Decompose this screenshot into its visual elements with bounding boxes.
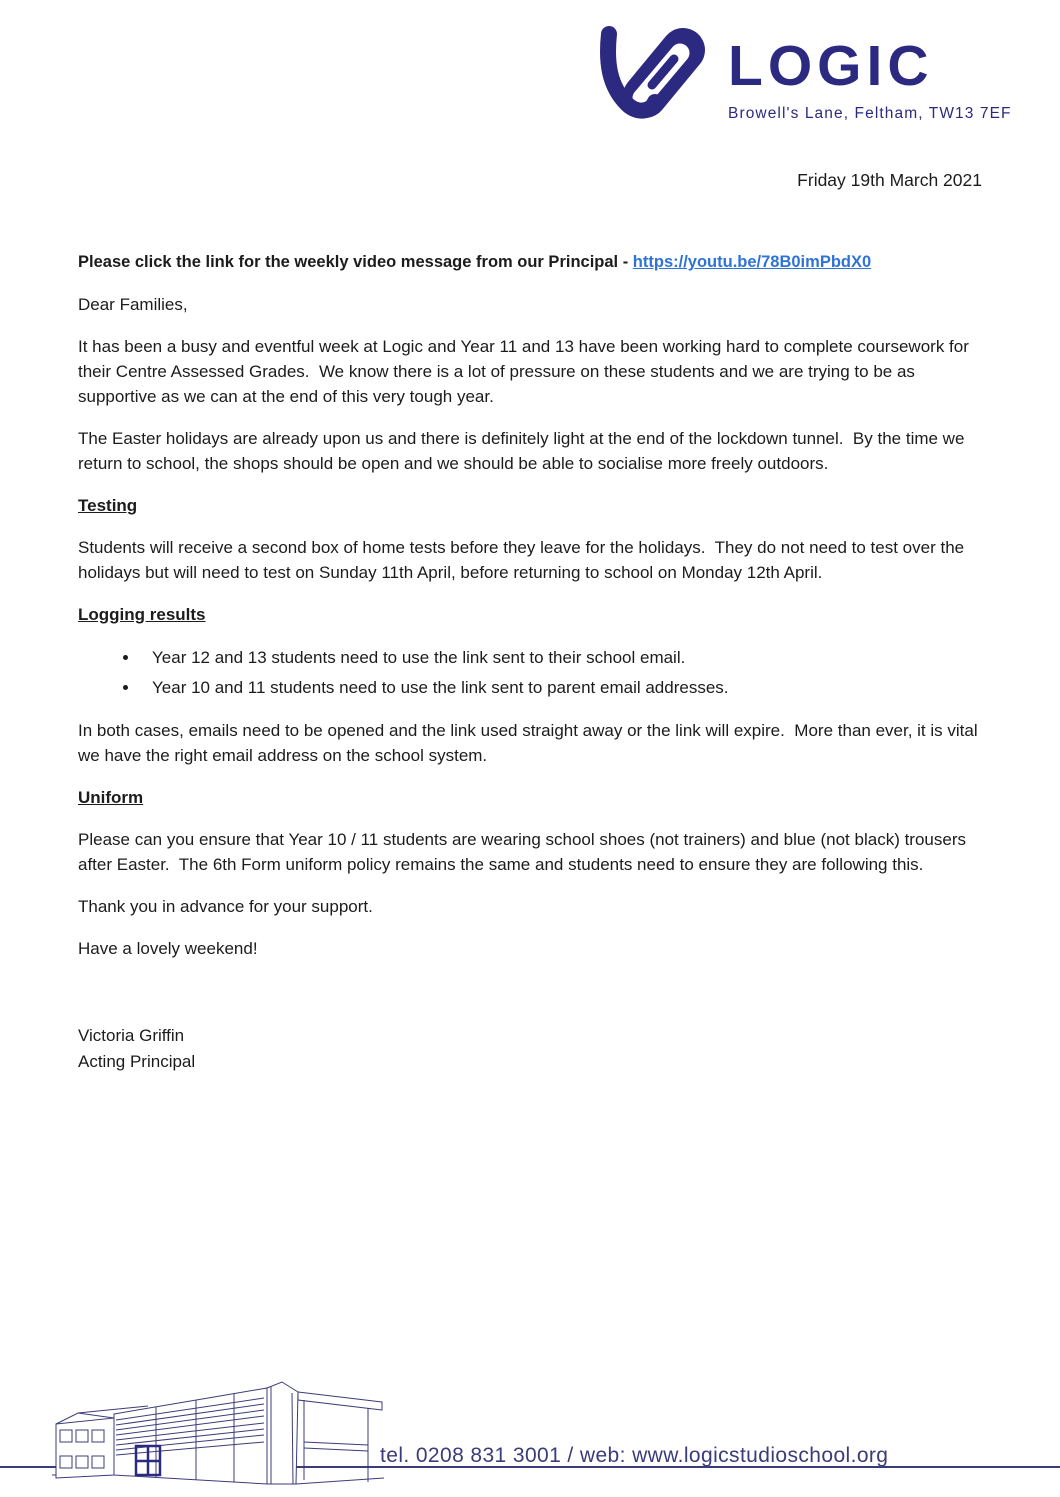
paragraph-logging: In both cases, emails need to be opened and the link used straight away or the link will expire. More than ever, it is vital we have the right email address on the school system. [78,721,983,765]
signature-block [78,1023,980,1075]
paragraph-weekend: Have a lovely weekend! [78,939,258,958]
logging-bullet-list [78,644,980,701]
heading-uniform: Uniform [78,788,144,807]
video-message-line [78,250,980,275]
heading-testing: Testing [78,496,138,515]
school-building-sketch [52,1372,384,1490]
paragraph-thanks: Thank you in advance for your support. [78,897,373,916]
footer-contact: tel. 0208 831 3001 / web: www.logicstudioschool.org [380,1444,889,1467]
list-item: • Year 12 and 13 students need to use the link sent to their school email. [140,644,980,671]
signature-name: Victoria Griffin [78,1026,185,1045]
list-item: • Year 10 and 11 students need to use the link sent to parent email addresses. [140,674,980,701]
heading-logging-results: Logging results [78,605,206,624]
signature-title: Acting Principal [78,1052,196,1071]
video-message-link[interactable]: https://youtu.be/78B0imPbdX0 [632,253,872,271]
salutation: Dear Families, [78,295,188,314]
video-message-text: Please click the link for the weekly video message from our Principal - [78,253,633,271]
paragraph-uniform: Please can you ensure that Year 10 / 11 students are wearing school shoes (not trainers) and blue (not black) trousers after Easter. The 6th Form uniform policy remains the same and students need to ensure they are following this. [78,830,971,874]
logo-wordmark: LOGIC [728,34,934,98]
letter-body [0,250,1060,1075]
paragraph-week-summary: It has been a busy and eventful week at Logic and Year 11 and 13 have been working hard to complete coursework for their Centre Assessed Grades. We know there is a lot of pressure on these students and we are trying to be as supportive as we can at the end of this very tough year. [78,337,974,406]
logo-mark-icon [585,26,720,130]
paragraph-testing: Students will receive a second box of home tests before they leave for the holidays. They do not need to test over the holidays but will need to test on Sunday 11th April, before returning to school on Monday 12th April. [78,538,969,582]
paragraph-easter: The Easter holidays are already upon us and there is definitely light at the end of the lockdown tunnel. By the time we return to school, the shops should be open and we should be able to socialise more freely outdoors. [78,429,970,473]
logo-address: Browell's Lane, Feltham, TW13 7EF [728,105,1012,122]
letter-date: Friday 19th March 2021 [797,170,982,190]
